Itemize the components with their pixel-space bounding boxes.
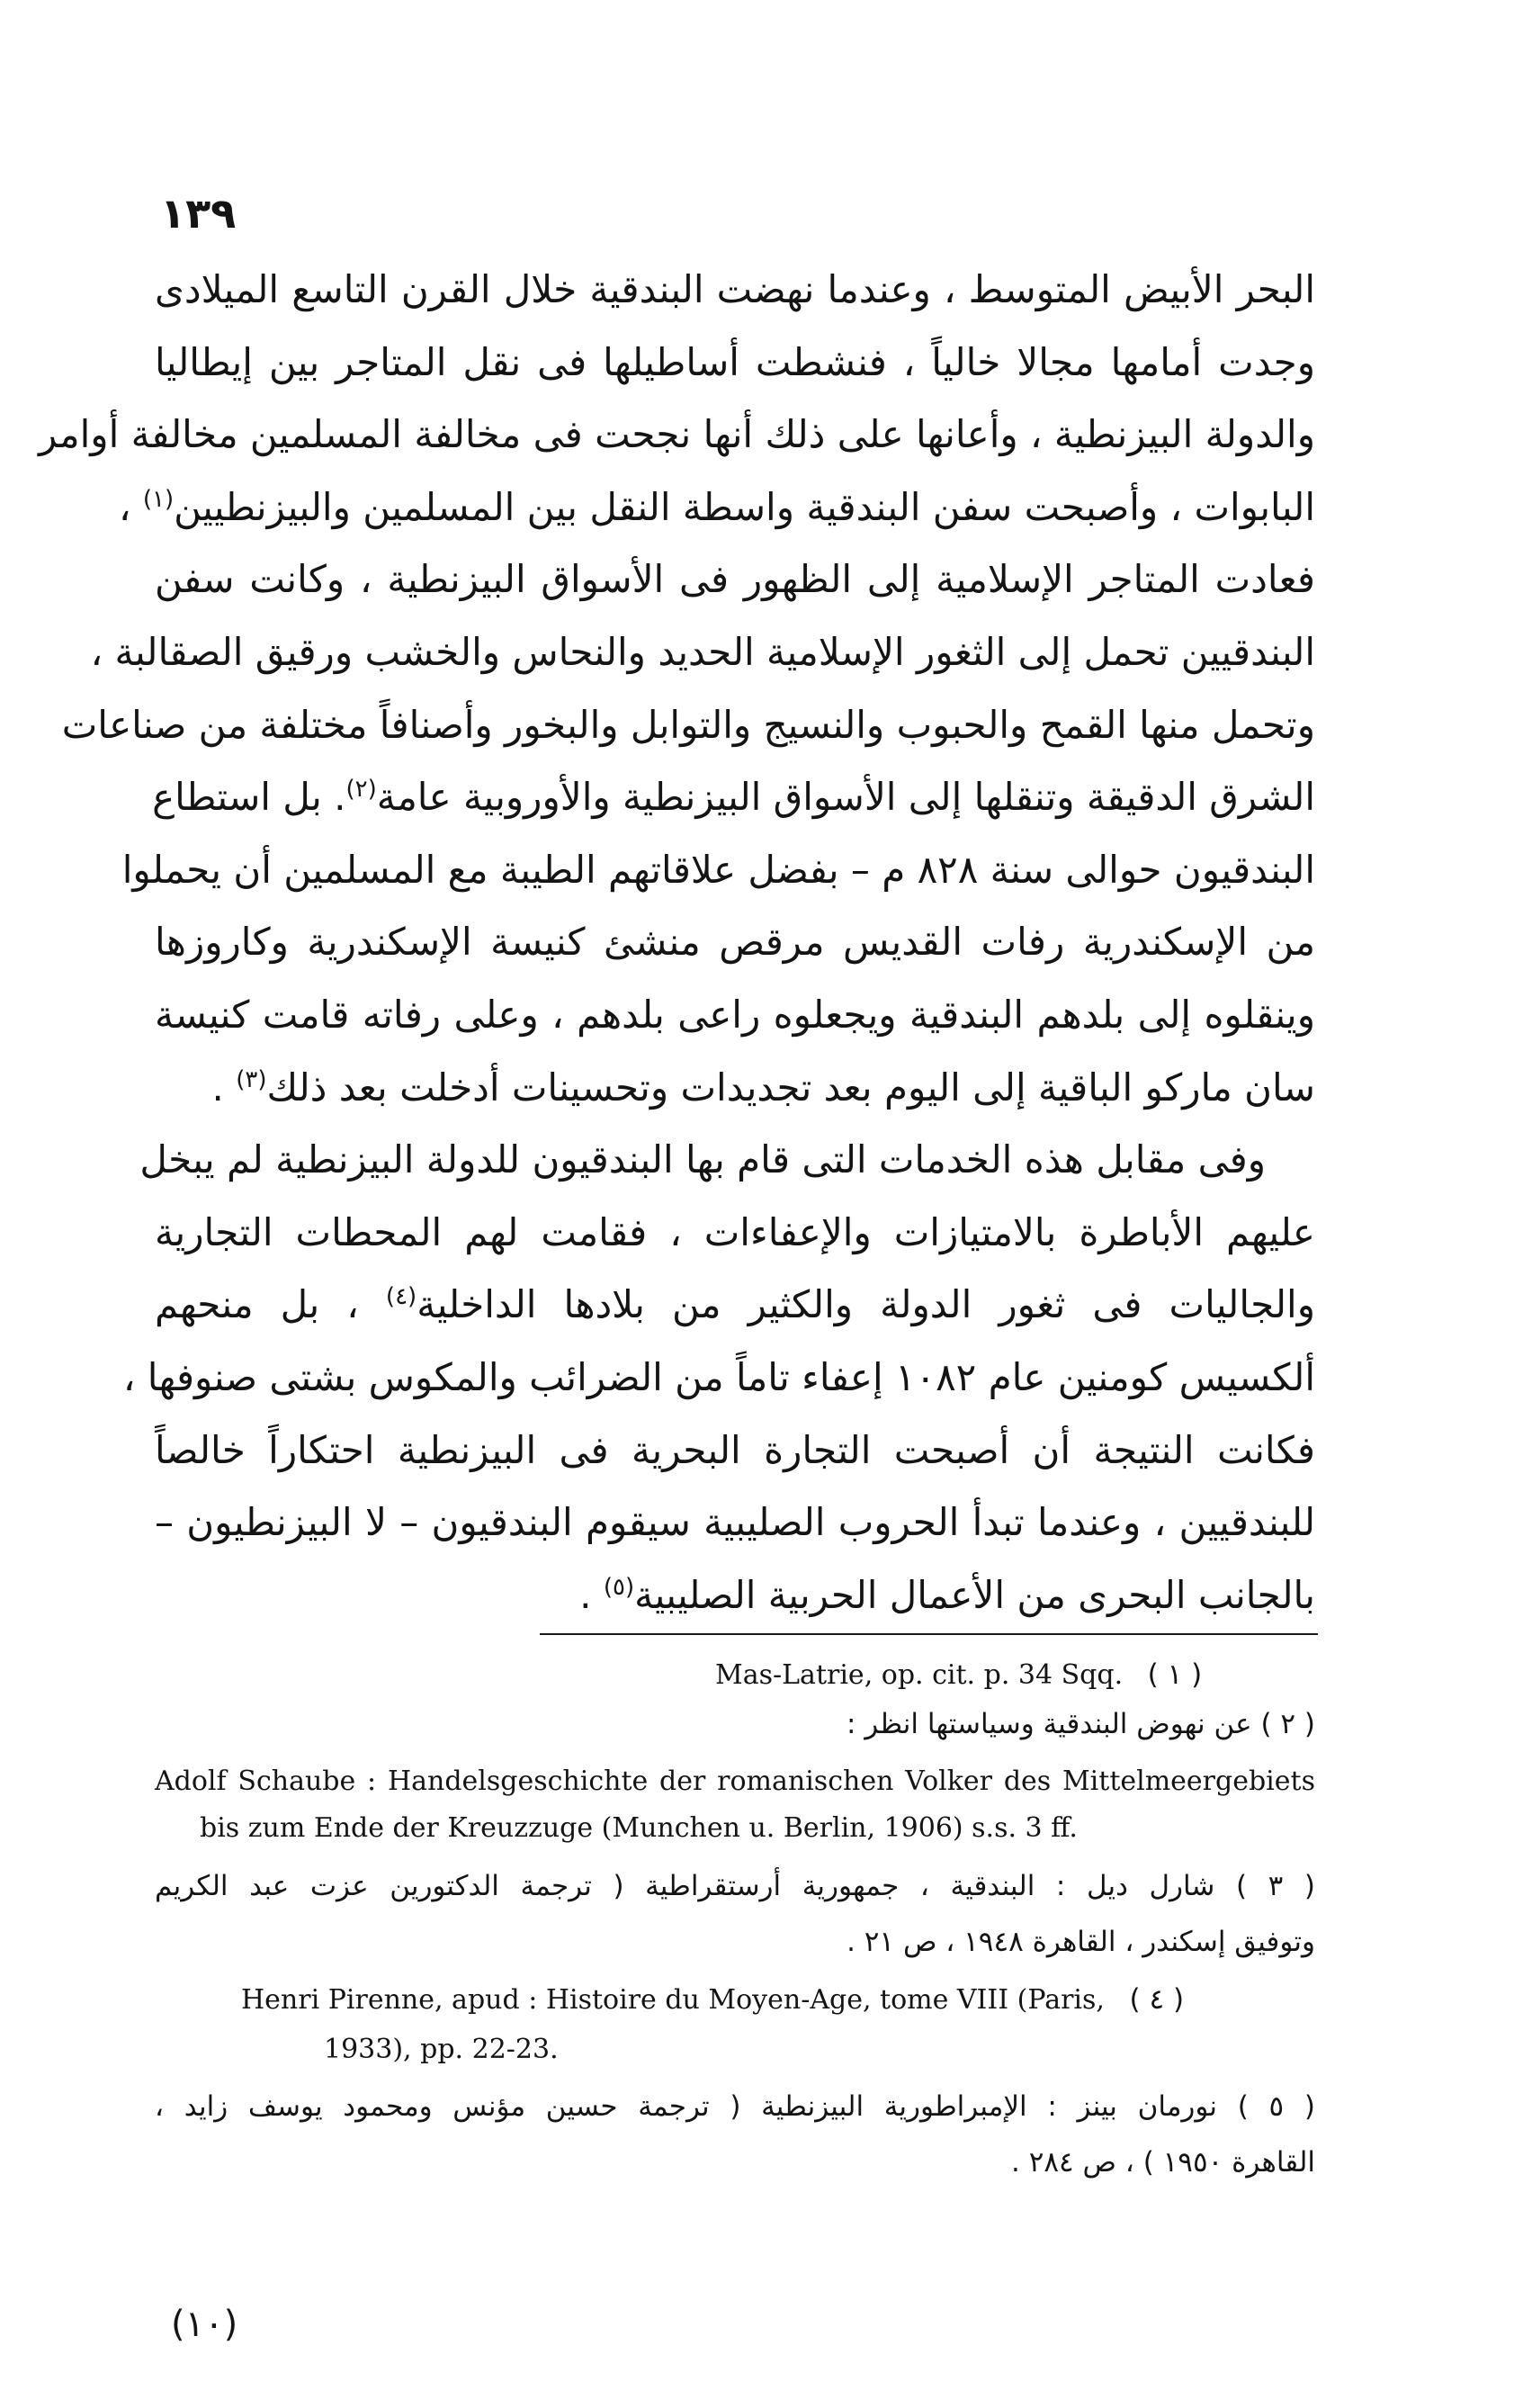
body-line-text: سان ماركو الباقية إلى اليوم بعد تجديدات وتحسينات أدخلت بعد ذلك xyxy=(266,1065,1315,1110)
body-line-text: البندقيون حوالى سنة ٨٢٨ م – بفضل علاقاتهم الطيبة مع المسلمين أن يحملوا xyxy=(121,847,1315,892)
body-text xyxy=(38,254,1315,1631)
body-line-tail: . xyxy=(579,1572,604,1617)
body-line-text: والدولة البيزنطية ، وأعانها على ذلك أنها نجحت فى مخالفة المسلمين مخالفة أوامر xyxy=(38,412,1315,457)
body-line-text: للبندقيين ، وعندما تبدأ الحروب الصليبية سيقوم البندقيون – لا البيزنطيون – xyxy=(155,1500,1315,1545)
body-line-text: فكانت النتيجة أن أصبحت التجارة البحرية فى البيزنطية احتكاراً خالصاً xyxy=(155,1427,1315,1472)
body-line-text: وجدت أمامها مجالا خالياً ، فنشطت أساطيلها فى نقل المتاجر بين إيطاليا xyxy=(155,339,1315,384)
footnote-3-line-2: وتوفيق إسكندر ، القاهرة ١٩٤٨ ، ص ٢١ . xyxy=(847,1926,1315,1958)
footnote-1 xyxy=(715,1658,1318,1691)
footnote-4-number: ( ٤ ) xyxy=(1129,1983,1185,2016)
footnote-2-source-line-2: bis zum Ende der Kreuzzuge (Munchen u. Berlin, 1906) s.s. 3 ff. xyxy=(200,1812,1078,1844)
body-line xyxy=(155,1052,1315,1125)
body-line-text: وفى مقابل هذه الخدمات التى قام بها البندقيون للدولة البيزنطية لم يبخل xyxy=(139,1137,1266,1182)
footnote-marker: (٤) xyxy=(385,1283,417,1311)
footnote-marker: (١) xyxy=(142,485,175,513)
body-line xyxy=(38,399,1315,472)
body-line xyxy=(155,906,1315,979)
footnote-3-line-1: ( ٣ ) شارل ديل : البندقية ، جمهورية أرستقراطية ( ترجمة الدكتورين عزت عبد الكريم xyxy=(155,1870,1315,1902)
body-line-text: وتحمل منها القمح والحبوب والنسيج والتوابل والبخور وأصنافاً مختلفة من صناعات xyxy=(61,702,1315,747)
footnote-4 xyxy=(241,1983,1316,2016)
footnote-marker: (٣) xyxy=(236,1065,267,1093)
body-line xyxy=(155,1415,1315,1487)
page-number: ١٣٩ xyxy=(160,189,237,238)
body-line-tail: . بل استطاع xyxy=(152,775,346,820)
body-line xyxy=(155,544,1315,616)
body-line xyxy=(139,1124,1315,1197)
body-line xyxy=(155,1269,1315,1342)
footnote-2-arabic: ( ٢ ) عن نهوض البندقية وسياستها انظر : xyxy=(846,1708,1315,1740)
body-line xyxy=(121,834,1315,907)
body-line-text: وينقلوه إلى بلدهم البندقية ويجعلوه راعى بلدهم ، وعلى رفاته قامت كنيسة xyxy=(155,992,1315,1037)
body-line-tail: ، بل منحهم xyxy=(155,1282,386,1327)
footnote-1-text: Mas-Latrie, op. cit. p. 34 Sqq. xyxy=(715,1659,1124,1691)
footnote-marker: (٥) xyxy=(603,1573,635,1601)
body-line xyxy=(155,254,1315,327)
body-line xyxy=(61,689,1315,762)
body-line xyxy=(155,979,1315,1052)
body-line xyxy=(90,616,1315,689)
body-line-tail: . xyxy=(211,1065,237,1110)
body-line-text: البندقيين تحمل إلى الثغور الإسلامية الحديد والنحاس والخشب ورقيق الصقالبة ، xyxy=(90,629,1315,674)
body-line-text: الشرق الدقيقة وتنقلها إلى الأسواق البيزنطية والأوروبية عامة xyxy=(376,775,1315,820)
body-line-text: عليهم الأباطرة بالامتيازات والإعفاءات ، فقامت لهم المحطات التجارية xyxy=(155,1209,1315,1254)
body-line-tail: ، xyxy=(118,484,143,529)
body-line xyxy=(155,327,1315,400)
body-line-text: فعادت المتاجر الإسلامية إلى الظهور فى الأسواق البيزنطية ، وكانت سفن xyxy=(155,557,1315,602)
body-line xyxy=(155,1487,1315,1559)
body-line-text: والجاليات فى ثغور الدولة والكثير من بلادها الداخلية xyxy=(417,1282,1315,1327)
body-line xyxy=(155,1559,1315,1632)
footnote-1-number: ( ١ ) xyxy=(1147,1658,1203,1691)
body-line-text: البابوات ، وأصبحت سفن البندقية واسطة النقل بين المسلمين والبيزنطيين xyxy=(174,484,1315,529)
footnote-marker: (٢) xyxy=(345,776,377,804)
footnote-5-line-1: ( ٥ ) نورمان بينز : الإمبراطورية البيزنطية ( ترجمة حسين مؤنس ومحمود يوسف زايد ، xyxy=(155,2090,1315,2123)
body-line xyxy=(152,761,1315,834)
body-line-text: البحر الأبيض المتوسط ، وعندما نهضت البندقية خلال القرن التاسع الميلادى xyxy=(155,267,1315,311)
footnote-5-line-2: القاهرة ١٩٥٠ ) ، ص ٢٨٤ . xyxy=(1010,2146,1315,2179)
body-line xyxy=(122,1342,1315,1415)
footnote-4-text: Henri Pirenne, apud : Histoire du Moyen-Age, tome VIII (Paris, xyxy=(241,1984,1105,2016)
body-line xyxy=(155,1197,1315,1270)
body-line-text: ألكسيس كومنين عام ١٠٨٢ إعفاء تاماً من الضرائب والمكوس بشتى صنوفها ، xyxy=(122,1354,1315,1399)
signature-number: (١٠) xyxy=(171,2304,238,2345)
footnote-divider xyxy=(540,1633,1318,1635)
body-line xyxy=(118,472,1315,544)
footnote-4-line-2: 1933), pp. 22-23. xyxy=(324,2034,559,2065)
body-line-text: بالجانب البحرى من الأعمال الحربية الصليبية xyxy=(634,1572,1315,1617)
body-line-text: من الإسكندرية رفات القديس مرقص منشئ كنيسة الإسكندرية وكاروزها xyxy=(155,920,1315,965)
footnote-2-source-line-1: Adolf Schaube : Handelsgeschichte der romanischen Volker des Mittelmeergebiets xyxy=(155,1766,1315,1797)
